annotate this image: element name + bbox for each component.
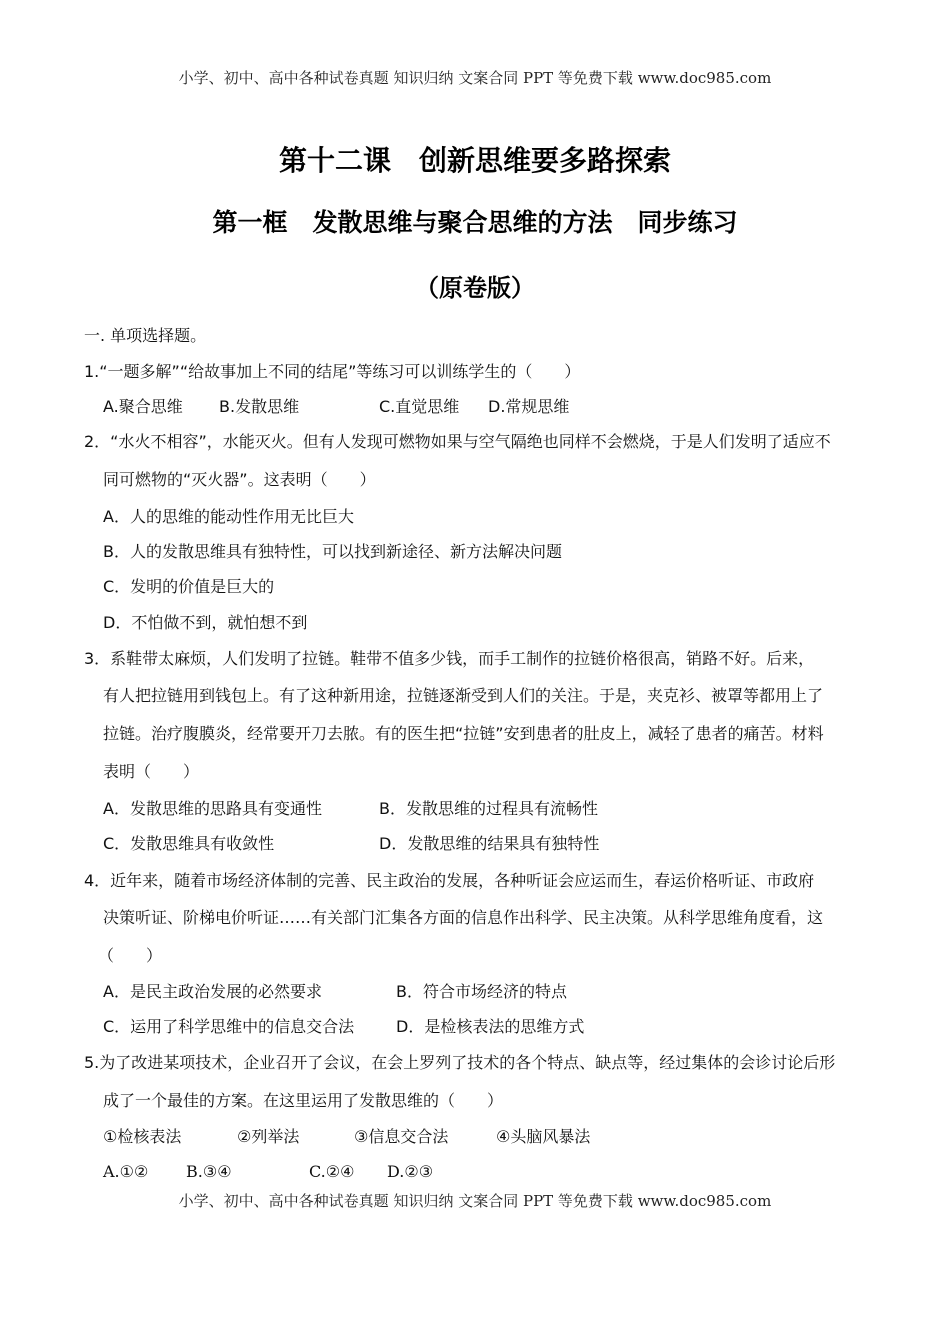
question-4-stem-line-2: 决策听证、阶梯电价听证……有关部门汇集各方面的信息作出科学、民主决策。从科学思维角度看，这: [103, 908, 824, 927]
question-4-stem-line-3: （ ）: [98, 946, 163, 965]
q4-option-b: B．符合市场经济的特点: [396, 982, 567, 1001]
q5-item-1: ①检核表法: [103, 1127, 182, 1146]
q4-option-c: C．运用了科学思维中的信息交合法: [103, 1017, 355, 1036]
q2-option-a: A．人的思维的能动性作用无比巨大: [103, 507, 354, 526]
q5-option-c: C.②④: [309, 1162, 355, 1181]
version-title: （原卷版）: [415, 274, 535, 302]
question-5-stem-line-1: 5.为了改进某项技术，企业召开了会议，在会上罗列了技术的各个特点、缺点等，经过集体的会诊讨论后形: [84, 1053, 836, 1072]
q5-option-b: B.③④: [186, 1162, 232, 1181]
q1-option-b: B.发散思维: [219, 397, 300, 416]
q5-item-4: ④头脑风暴法: [496, 1127, 591, 1146]
q5-option-a: A.①②: [103, 1162, 149, 1181]
question-2-stem-line-1: 2．“水火不相容”，水能灭火。但有人发现可燃物如果与空气隔绝也同样不会燃烧，于是人们发明了适应不: [84, 432, 831, 451]
q3-option-d: D．发散思维的结果具有独特性: [379, 834, 600, 853]
q2-option-c: C．发明的价值是巨大的: [103, 577, 275, 596]
question-4-stem-line-1: 4．近年来，随着市场经济体制的完善、民主政治的发展，各种听证会应运而生，春运价格听证、市政府: [84, 871, 815, 890]
q3-option-b: B．发散思维的过程具有流畅性: [379, 799, 598, 818]
q1-option-a: A.聚合思维: [103, 397, 183, 416]
q2-option-b: B．人的发散思维具有独特性，可以找到新途径、新方法解决问题: [103, 542, 562, 561]
q5-item-3: ③信息交合法: [354, 1127, 449, 1146]
question-3-stem-line-2: 有人把拉链用到钱包上。有了这种新用途，拉链逐渐受到人们的关注。于是，夹克衫、被罩等都用上了: [103, 686, 824, 705]
question-3-stem-line-1: 3．系鞋带太麻烦，人们发明了拉链。鞋带不值多少钱，而手工制作的拉链价格很高，销路不好。后来，: [84, 649, 815, 668]
q1-option-d: D.常规思维: [488, 397, 570, 416]
page-footer: 小学、初中、高中各种试卷真题 知识归纳 文案合同 PPT 等免费下载 www.doc985.com: [178, 1192, 772, 1210]
q3-option-a: A．发散思维的思路具有变通性: [103, 799, 322, 818]
q2-option-d: D．不怕做不到，就怕想不到: [103, 613, 308, 632]
question-1-stem: 1.“一题多解”“给故事加上不同的结尾”等练习可以训练学生的（ ）: [84, 362, 581, 381]
question-5-stem-line-2: 成了一个最佳的方案。在这里运用了发散思维的（ ）: [103, 1091, 504, 1110]
section-title: 第一框 发散思维与聚合思维的方法 同步练习: [212, 208, 738, 237]
page-header: 小学、初中、高中各种试卷真题 知识归纳 文案合同 PPT 等免费下载 www.doc985.com: [178, 69, 772, 87]
section-heading: 一. 单项选择题。: [84, 326, 207, 345]
q4-option-d: D．是检核表法的思维方式: [396, 1017, 585, 1036]
question-3-stem-line-3: 拉链。治疗腹膜炎，经常要开刀去脓。有的医生把“拉链”安到患者的肚皮上，减轻了患者的痛苦。材料: [103, 724, 824, 743]
question-3-stem-line-4: 表明（ ）: [103, 762, 200, 781]
q4-option-a: A．是民主政治发展的必然要求: [103, 982, 322, 1001]
q1-option-c: C.直觉思维: [379, 397, 460, 416]
q3-option-c: C．发散思维具有收敛性: [103, 834, 275, 853]
lesson-title: 第十二课 创新思维要多路探索: [278, 144, 671, 177]
q5-item-2: ②列举法: [237, 1127, 300, 1146]
q5-option-d: D.②③: [387, 1162, 434, 1181]
question-2-stem-line-2: 同可燃物的“灭火器”。这表明（ ）: [103, 470, 376, 489]
